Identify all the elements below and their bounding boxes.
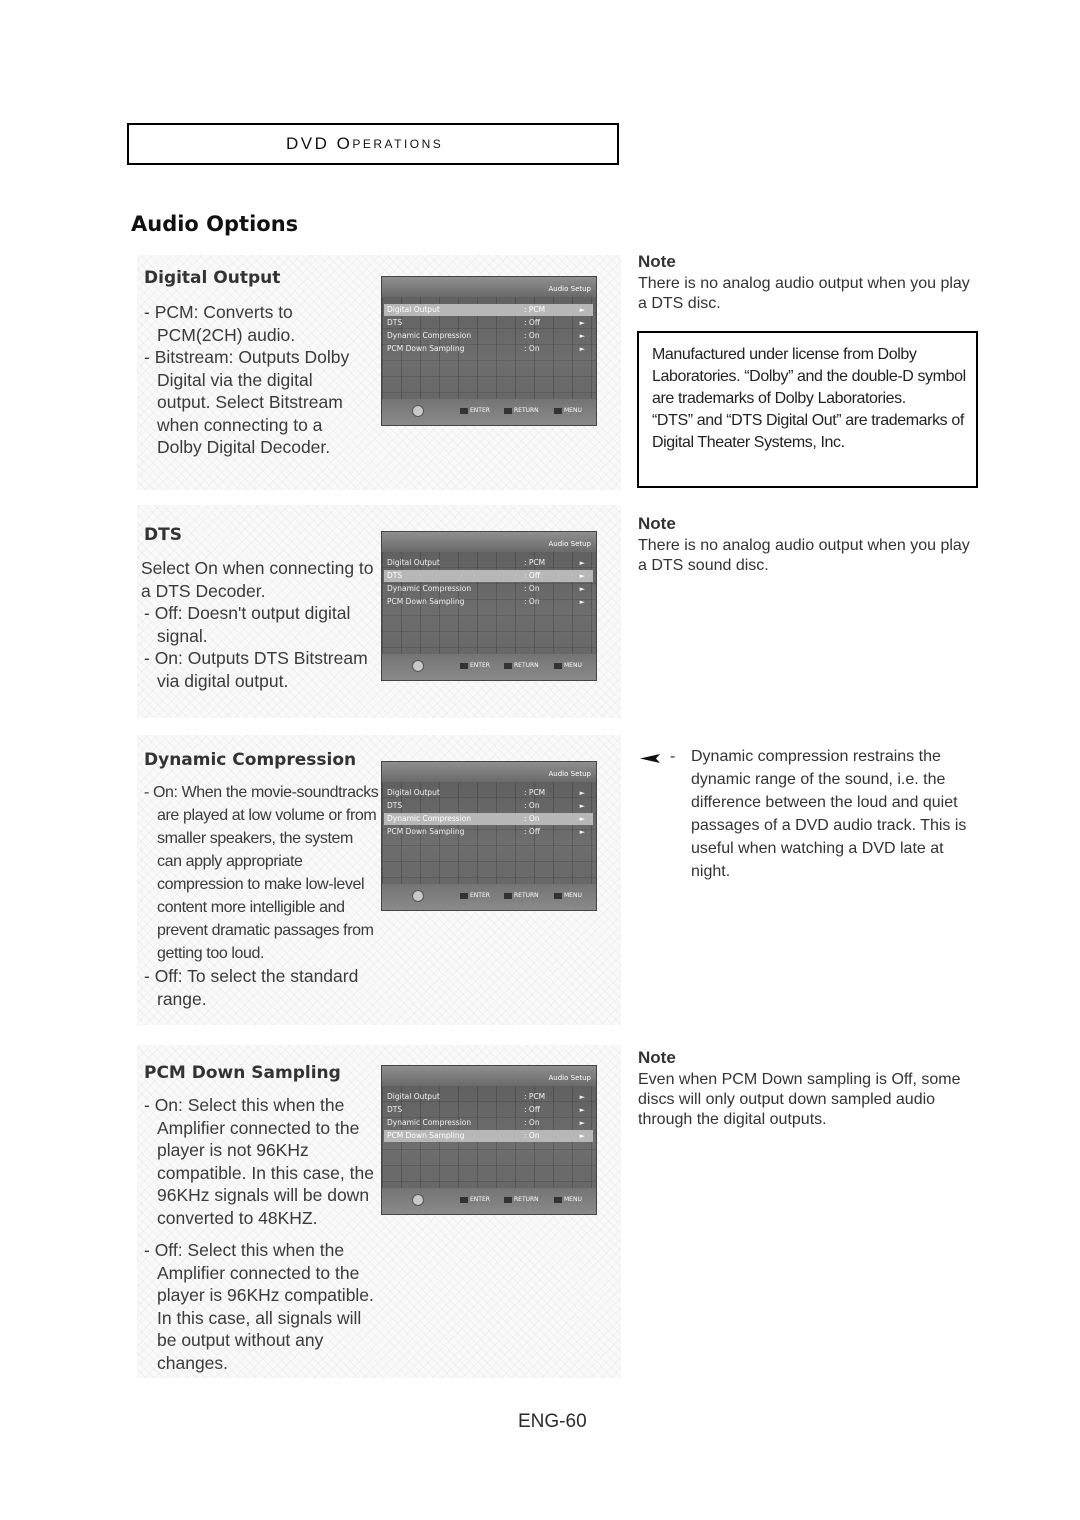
- dynamic-compression-on: - On: When the movie-soundtracks are played at low volume or from smaller speakers, the system can apply appropriate compression to make low-level content more intelligible and prevent dramatic passages from getting too loud.: [144, 784, 379, 962]
- return-key-icon: [504, 1197, 512, 1203]
- enter-key-icon: [460, 1197, 468, 1203]
- osd-header: [382, 762, 596, 782]
- osd-row: [384, 787, 593, 799]
- arrow-right-icon: ►: [579, 585, 585, 593]
- navigation-pad-icon: [412, 890, 424, 902]
- note-pcm-down-sampling: [638, 1048, 978, 1130]
- remark-dash: -: [670, 748, 676, 765]
- osd-row-label: PCM Down Sampling: [387, 1131, 465, 1140]
- digital-output-pcm: - PCM: Converts to PCM(2CH) audio.: [144, 302, 296, 345]
- enter-key: [460, 407, 490, 414]
- note-dts-sound-disc: [638, 514, 978, 576]
- section-header: [127, 123, 619, 165]
- section-pcm-down-sampling: [137, 1045, 621, 1378]
- osd-header: [382, 277, 596, 297]
- enter-key-icon: [460, 663, 468, 669]
- note-label: Note: [638, 1048, 676, 1067]
- dynamic-compression-off: - Off: To select the standard range.: [144, 966, 359, 1009]
- arrow-right-icon: ►: [579, 559, 585, 567]
- enter-label: ENTER: [470, 892, 490, 899]
- dts-on: - On: Outputs DTS Bitstream via digital output.: [144, 648, 368, 691]
- osd-row-value: : Off: [524, 318, 540, 327]
- digital-output-body: [141, 301, 366, 459]
- osd-row: [384, 317, 593, 329]
- osd-row: [384, 1117, 593, 1129]
- arrow-right-icon: ►: [579, 1106, 585, 1114]
- osd-row-value: : PCM: [524, 1092, 546, 1101]
- trademark-notice: [637, 331, 978, 488]
- arrow-right-icon: ►: [579, 572, 585, 580]
- menu-label: MENU: [564, 892, 582, 899]
- arrow-right-icon: ►: [579, 332, 585, 340]
- menu-key-icon: [554, 893, 562, 899]
- osd-title: Audio Setup: [548, 285, 591, 293]
- digital-output-bitstream: - Bitstream: Outputs Dolby Digital via the digital output. Select Bitstream when connecting to a Dolby Digital Decoder.: [144, 347, 350, 457]
- osd-row: [384, 813, 593, 825]
- dolby-trademark: Manufactured under license from Dolby Laboratories. “Dolby” and the double-D symbol are trademarks of Dolby Laboratories.: [652, 346, 966, 407]
- dts-intro: Select On when connecting to a DTS Decoder.: [141, 558, 374, 601]
- osd-footer: [382, 399, 596, 425]
- navigation-pad-icon: [412, 1194, 424, 1206]
- note-text: There is no analog audio output when you play a DTS sound disc.: [638, 537, 970, 574]
- osd-title: Audio Setup: [548, 1074, 591, 1082]
- menu-key: [554, 1196, 582, 1203]
- osd-row: [384, 800, 593, 812]
- enter-key-icon: [460, 893, 468, 899]
- osd-row-value: : On: [524, 1118, 540, 1127]
- osd-row-value: : Off: [524, 1105, 540, 1114]
- section-digital-output: [137, 255, 621, 490]
- osd-row-value: : PCM: [524, 305, 546, 314]
- osd-row-value: : Off: [524, 571, 540, 580]
- dynamic-compression-body: [141, 781, 381, 1011]
- osd-row-label: Digital Output: [387, 558, 440, 567]
- arrow-right-icon: ►: [579, 319, 585, 327]
- return-label: RETURN: [514, 662, 539, 669]
- osd-row: [384, 1130, 593, 1142]
- arrow-right-icon: ►: [579, 1119, 585, 1127]
- osd-digital-output: [381, 276, 597, 426]
- return-key: [504, 662, 539, 669]
- return-key: [504, 407, 539, 414]
- osd-footer: [382, 884, 596, 910]
- section-dynamic-compression: [137, 735, 621, 1025]
- menu-label: MENU: [564, 1196, 582, 1203]
- digital-output-heading: Digital Output: [144, 268, 281, 288]
- osd-row-label: Digital Output: [387, 305, 440, 314]
- osd-row: [384, 304, 593, 316]
- arrow-left-icon: [640, 754, 660, 763]
- pcm-down-sampling-heading: PCM Down Sampling: [144, 1063, 341, 1083]
- osd-row: [384, 343, 593, 355]
- remark-text: Dynamic compression restrains the dynamic range of the sound, i.e. the difference between the loud and quiet passages of a DVD audio track. This is useful when watching a DVD late at night.: [691, 748, 967, 880]
- osd-footer: [382, 1188, 596, 1214]
- osd-row: [384, 330, 593, 342]
- pcm-down-sampling-on: - On: Select this when the Amplifier connected to the player is not 96KHz compatible. In this case, the 96KHz signals will be down converted to 48KHZ.: [144, 1095, 374, 1228]
- osd-row-label: DTS: [387, 318, 403, 327]
- return-label: RETURN: [514, 1196, 539, 1203]
- arrow-right-icon: ►: [579, 815, 585, 823]
- osd-row-value: : On: [524, 344, 540, 353]
- enter-key: [460, 662, 490, 669]
- note-text: Even when PCM Down sampling is Off, some discs will only output down sampled audio through the digital outputs.: [638, 1071, 961, 1128]
- enter-label: ENTER: [470, 662, 490, 669]
- osd-row-label: Dynamic Compression: [387, 331, 472, 340]
- navigation-pad-icon: [412, 660, 424, 672]
- page-title: Audio Options: [131, 212, 299, 236]
- osd-header: [382, 532, 596, 552]
- osd-row: [384, 596, 593, 608]
- osd-pcm-down-sampling: [381, 1065, 597, 1215]
- enter-key: [460, 892, 490, 899]
- osd-row: [384, 1091, 593, 1103]
- dts-body: [141, 557, 381, 692]
- arrow-right-icon: ►: [579, 345, 585, 353]
- arrow-right-icon: ►: [579, 789, 585, 797]
- dynamic-compression-heading: Dynamic Compression: [144, 750, 357, 770]
- arrow-right-icon: ►: [579, 802, 585, 810]
- osd-row: [384, 826, 593, 838]
- osd-row-label: DTS: [387, 1105, 403, 1114]
- page-number: ENG-60: [518, 1411, 587, 1432]
- osd-title: Audio Setup: [548, 770, 591, 778]
- osd-row-value: : On: [524, 801, 540, 810]
- note-label: Note: [638, 514, 676, 533]
- dts-trademark: “DTS” and “DTS Digital Out” are trademarks of Digital Theater Systems, Inc.: [652, 412, 964, 451]
- section-header-first: DVD O: [286, 134, 353, 153]
- return-key-icon: [504, 663, 512, 669]
- note-label: Note: [638, 252, 676, 271]
- arrow-right-icon: ►: [579, 306, 585, 314]
- osd-row-label: PCM Down Sampling: [387, 344, 465, 353]
- osd-row-value: : On: [524, 584, 540, 593]
- menu-key: [554, 407, 582, 414]
- osd-row: [384, 1104, 593, 1116]
- osd-row-label: DTS: [387, 801, 403, 810]
- menu-key-icon: [554, 1197, 562, 1203]
- arrow-right-icon: ►: [579, 1093, 585, 1101]
- osd-row: [384, 557, 593, 569]
- osd-row-value: : On: [524, 597, 540, 606]
- navigation-pad-icon: [412, 405, 424, 417]
- osd-row-value: : On: [524, 1131, 540, 1140]
- arrow-right-icon: ►: [579, 598, 585, 606]
- pcm-down-sampling-body: [141, 1094, 379, 1374]
- menu-key: [554, 662, 582, 669]
- osd-row-label: Digital Output: [387, 788, 440, 797]
- return-key-icon: [504, 893, 512, 899]
- osd-title: Audio Setup: [548, 540, 591, 548]
- note-dts-disc: [638, 252, 978, 314]
- menu-label: MENU: [564, 662, 582, 669]
- section-dts: [137, 505, 621, 718]
- osd-footer: [382, 654, 596, 680]
- return-key: [504, 1196, 539, 1203]
- osd-row-label: Dynamic Compression: [387, 584, 472, 593]
- return-key-icon: [504, 408, 512, 414]
- osd-row-label: PCM Down Sampling: [387, 597, 465, 606]
- return-key: [504, 892, 539, 899]
- osd-row-label: Digital Output: [387, 1092, 440, 1101]
- osd-header: [382, 1066, 596, 1086]
- osd-row-value: : PCM: [524, 788, 546, 797]
- enter-key: [460, 1196, 490, 1203]
- osd-dts: [381, 531, 597, 681]
- osd-row: [384, 583, 593, 595]
- pcm-down-sampling-off: - Off: Select this when the Amplifier connected to the player is 96KHz compatible. In this case, all signals will be output without any changes.: [144, 1240, 374, 1373]
- return-label: RETURN: [514, 407, 539, 414]
- menu-key-icon: [554, 663, 562, 669]
- arrow-right-icon: ►: [579, 1132, 585, 1140]
- osd-dynamic-compression: [381, 761, 597, 911]
- menu-label: MENU: [564, 407, 582, 414]
- enter-label: ENTER: [470, 407, 490, 414]
- enter-label: ENTER: [470, 1196, 490, 1203]
- section-header-rest: PERATIONS: [352, 137, 444, 151]
- osd-row: [384, 570, 593, 582]
- osd-row-label: Dynamic Compression: [387, 814, 472, 823]
- note-text: There is no analog audio output when you play a DTS disc.: [638, 275, 970, 312]
- osd-row-value: : PCM: [524, 558, 546, 567]
- dts-off: - Off: Doesn't output digital signal.: [144, 603, 351, 646]
- arrow-right-icon: ►: [579, 828, 585, 836]
- osd-row-label: PCM Down Sampling: [387, 827, 465, 836]
- menu-key: [554, 892, 582, 899]
- osd-row-label: Dynamic Compression: [387, 1118, 472, 1127]
- osd-row-value: : Off: [524, 827, 540, 836]
- osd-row-value: : On: [524, 331, 540, 340]
- dts-heading: DTS: [144, 525, 182, 545]
- osd-row-value: : On: [524, 814, 540, 823]
- enter-key-icon: [460, 408, 468, 414]
- return-label: RETURN: [514, 892, 539, 899]
- menu-key-icon: [554, 408, 562, 414]
- osd-row-label: DTS: [387, 571, 403, 580]
